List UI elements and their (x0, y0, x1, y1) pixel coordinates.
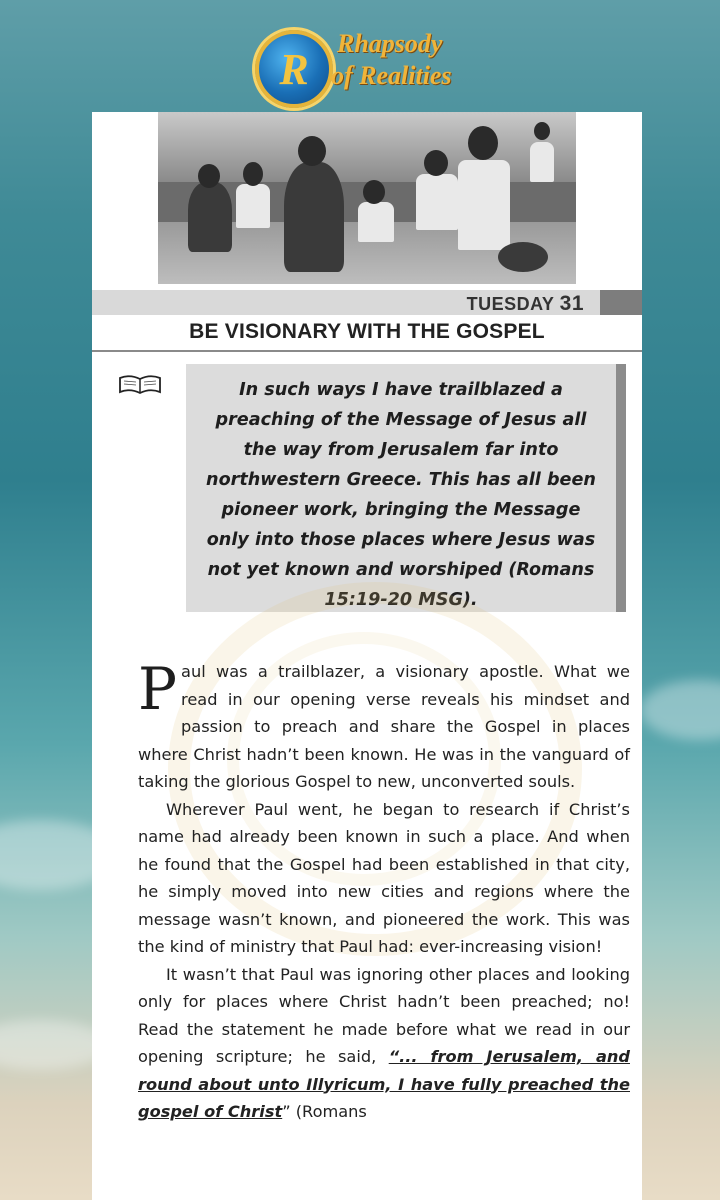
brand-logo (255, 22, 465, 106)
scripture-emphasis: “... from Jerusalem, and round about unto Illyricum, I have fully preached the gospel of Christ (138, 1047, 630, 1121)
paragraph-3: It wasn’t that Paul was ignoring other places and looking only for places where Christ hadn’t been preached; no! Read the statement he made before what we read in our opening scripture; he said, “... from Jerusalem, and round about unto Illyricum, I have fully preached the gospel of Christ” (Romans (138, 964, 630, 1121)
brand-name-line2: of Realities (331, 61, 452, 90)
sea-foam (640, 680, 720, 740)
devotional-body (138, 655, 630, 1126)
date-label (467, 292, 584, 316)
title-divider (92, 350, 642, 352)
open-book-icon (116, 372, 164, 396)
paragraph-2: Wherever Paul went, he began to research if Christ’s name had already been known in such a place. And when he found that the Gospel had been established in that city, he simply moved into new cities and regions where the message wasn’t known, and pioneered the work. This was the kind of ministry that Paul had: ever-increasing vision! (138, 799, 630, 956)
devotional-page (92, 112, 642, 1200)
logo-emblem-icon: R (255, 30, 333, 108)
scripture-text: In such ways I have trailblazed a preaching of the Message of Jesus all the way from Jerusalem far into northwestern Greece. This has all been pioneer work, bringing the Message only into those places where Jesus was not yet known and worshiped (Romans 15:19-20 MSG). (206, 380, 596, 610)
page-title: BE VISIONARY WITH THE GOSPEL (189, 320, 545, 343)
day-number: 31 (559, 292, 584, 315)
drop-cap: P (138, 655, 178, 723)
date-band-accent (600, 290, 642, 315)
date-band (92, 290, 642, 315)
scripture-quote-box (186, 364, 626, 612)
brand-name-line1: Rhapsody (337, 29, 443, 58)
paragraph-1: Paul was a trailblazer, a visionary apostle. What we read in our opening verse reveals his mindset and passion to preach and share the Gospel in places where Christ hadn’t been known. He was in the vanguard of taking the glorious Gospel to new, unconverted souls. (138, 655, 630, 791)
day-name: TUESDAY (466, 294, 555, 314)
header-photo (158, 112, 576, 284)
